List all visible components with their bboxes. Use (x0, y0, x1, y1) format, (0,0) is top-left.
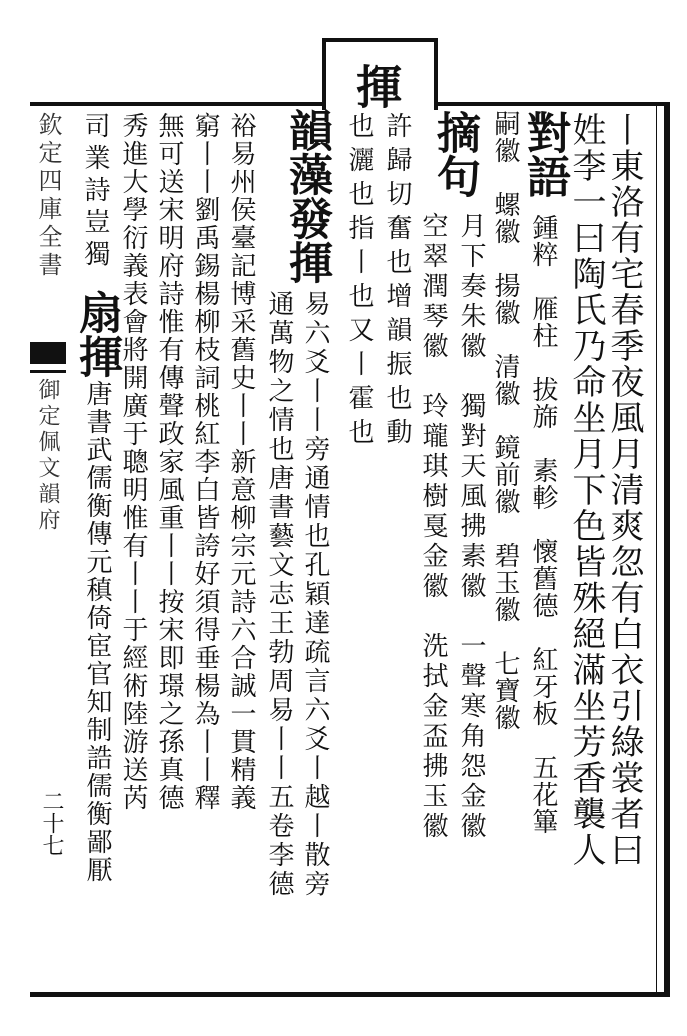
text-column: 裕易州侯臺記博采舊史丨丨新意柳宗元詩六合誠一貫精義 (226, 112, 256, 812)
heading-char: 揮 (349, 63, 403, 109)
text-column: 姓李一曰陶氏乃命坐月下色皆殊絕滿坐芳香襲人 (566, 112, 606, 868)
text-column: 嗣徽 螺徽 揚徽 清徽 鏡前徽 碧玉徽 七寶徽 (490, 110, 520, 731)
fold-bar-thin (30, 370, 66, 373)
section-heading: 韻藻發揮 (281, 108, 332, 284)
text-column: 窮丨丨劉禹錫楊柳枝詞桃紅李白皆誇好須得垂楊為丨丨釋 (190, 112, 220, 812)
text-column: 鍾粹 雁柱 拔旆 素軫 懷舊德 紅牙板 五花篳 (528, 214, 558, 835)
text-column: 唐書武儒衡傳元稹倚宦官知制誥儒衡鄙厭 (82, 380, 112, 884)
text-column: 易六爻丨丨旁通情也孔穎達疏言六爻丨越丨散旁 (300, 290, 330, 899)
text-column: 空翠潤琴徽 玲瓏琪樹戛金徽 洗拭金盃拂玉徽 (418, 212, 448, 842)
frame-right-rule (664, 102, 670, 997)
frame-bottom-rule (30, 992, 670, 997)
page-number: 二十七 (39, 790, 64, 856)
text-column: 許歸切奮也增韻振也動 (382, 112, 412, 452)
margin-series-title: 欽定四庫全書 (34, 112, 62, 280)
text-column: 秀進大學衍義表會將開廣于聰明惟有丨丨于經術陸游送芮 (118, 112, 148, 812)
text-column: 司業詩豈獨 (80, 112, 110, 272)
text-column: 無可送宋明府詩惟有傳聲政家風重丨丨按宋即璟之孫真德 (154, 112, 184, 812)
text-column: 也灑也指丨也又丨霍也 (344, 112, 374, 452)
margin-book-title: 御定佩文韻府 (35, 378, 60, 534)
text-column: 丨東洛有宅春季夜風月清爽忽有白衣引綠裳者曰 (604, 112, 644, 868)
text-column: 月下奏朱徽 獨對天風拂素徽 一聲寒角怨金徽 (456, 212, 486, 842)
fold-bar (30, 342, 66, 364)
text-column: 通萬物之情也唐書藝文志王勃周易丨丨五卷李德 (264, 290, 294, 899)
section-heading: 摘句 (429, 110, 480, 198)
frame-inner-rule (656, 106, 657, 992)
section-heading: 對語 (519, 110, 570, 198)
section-heading: 扇揮 (71, 290, 122, 378)
